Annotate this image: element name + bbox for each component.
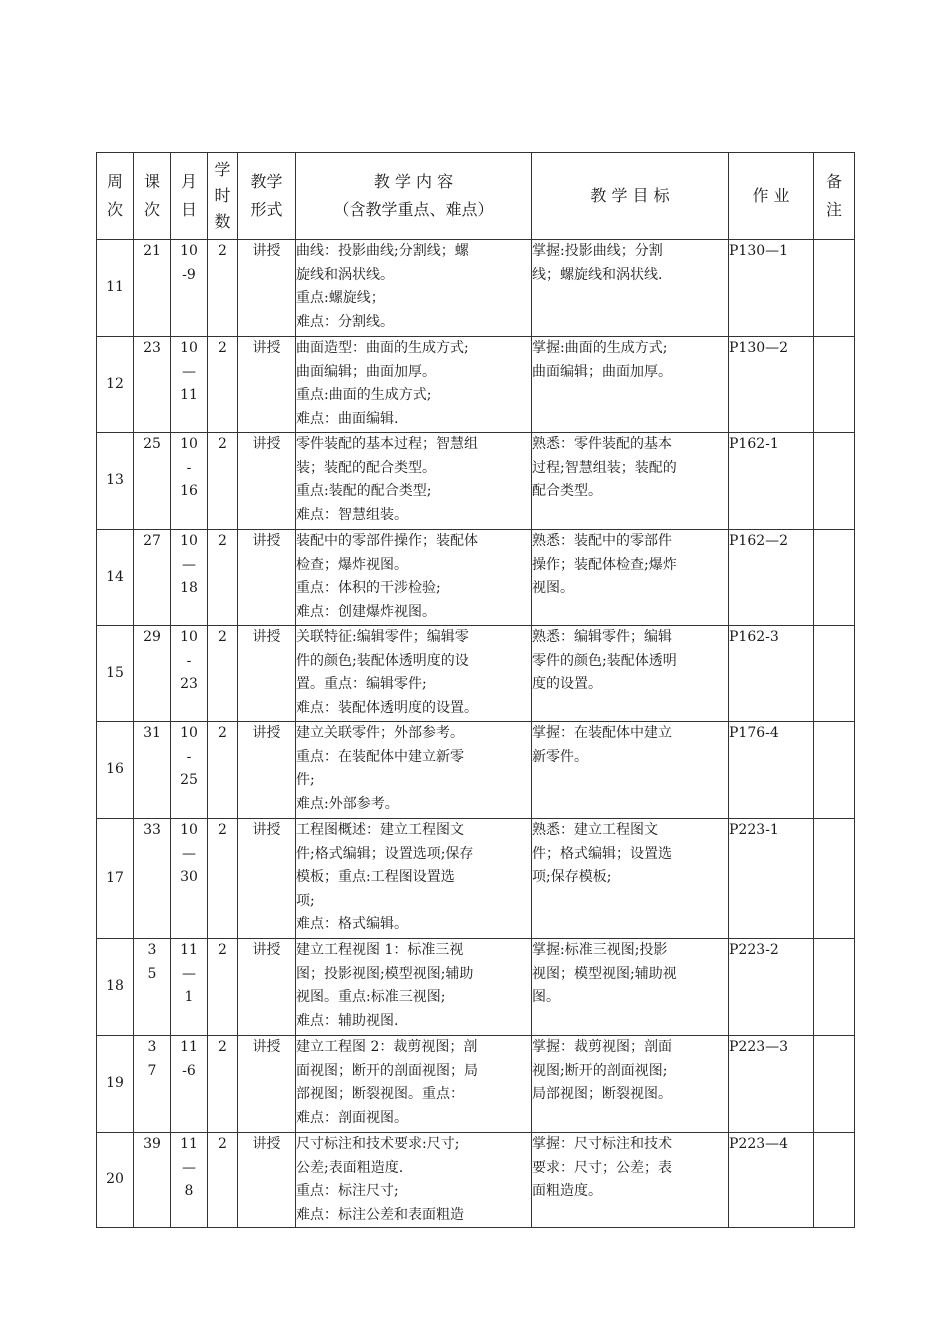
remark-cell xyxy=(814,337,855,433)
table-row xyxy=(97,433,855,530)
homework-cell: P223-2 xyxy=(729,939,814,1036)
content-cell: 曲面造型：曲面的生成方式; 曲面编辑；曲面加厚。 重点:曲面的生成方式; 难点：曲面编辑. xyxy=(296,337,532,433)
remark-cell xyxy=(814,433,855,530)
header-homework: 作 业 xyxy=(729,153,814,240)
homework-cell: P162-1 xyxy=(729,433,814,530)
lesson-cell: 39 xyxy=(134,1133,171,1228)
date-cell: 11 — 1 xyxy=(171,939,208,1036)
date-cell: 10 - 16 xyxy=(171,433,208,530)
remark-cell xyxy=(814,1133,855,1228)
content-cell: 尺寸标注和技术要求:尺寸; 公差;表面粗造度. 重点：标注尺寸; 难点：标注公差和表面粗造 xyxy=(296,1133,532,1228)
table-row xyxy=(97,530,855,626)
goal-cell: 掌握:投影曲线；分割 线；螺旋线和涡状线. xyxy=(532,240,729,337)
lesson-cell: 23 xyxy=(134,337,171,433)
form-cell: 讲授 xyxy=(238,240,296,337)
remark-cell xyxy=(814,240,855,337)
form-cell: 讲授 xyxy=(238,1036,296,1133)
homework-cell: P176-4 xyxy=(729,722,814,819)
content-cell: 装配中的零部件操作；装配体 检查；爆炸视图。 重点：体积的干涉检验; 难点：创建爆炸视图。 xyxy=(296,530,532,626)
table-row xyxy=(97,722,855,819)
homework-cell: P162-3 xyxy=(729,626,814,722)
form-cell: 讲授 xyxy=(238,722,296,819)
header-content: 教 学 内 容 （含教学重点、难点） xyxy=(296,153,532,240)
goal-cell: 熟悉：建立工程图文 件；格式编辑；设置选 项;保存模板; xyxy=(532,819,729,939)
table-row xyxy=(97,939,855,1036)
table-row xyxy=(97,626,855,722)
homework-cell: P223—3 xyxy=(729,1036,814,1133)
homework-cell: P223—4 xyxy=(729,1133,814,1228)
table-row xyxy=(97,819,855,939)
hours-cell: 2 xyxy=(208,240,238,337)
homework-cell: P130—1 xyxy=(729,240,814,337)
hours-cell: 2 xyxy=(208,939,238,1036)
header-date: 月 日 xyxy=(171,153,208,240)
content-cell: 建立工程视图 1：标准三视 图；投影视图;模型视图;辅助 视图。重点:标准三视图; 难点：辅助视图. xyxy=(296,939,532,1036)
header-row xyxy=(97,153,855,240)
lesson-cell: 3 5 xyxy=(134,939,171,1036)
lesson-cell: 31 xyxy=(134,722,171,819)
form-cell: 讲授 xyxy=(238,819,296,939)
week-cell: 15 xyxy=(97,626,134,722)
lesson-cell: 21 xyxy=(134,240,171,337)
lesson-cell: 3 7 xyxy=(134,1036,171,1133)
date-cell: 10 -9 xyxy=(171,240,208,337)
lesson-cell: 27 xyxy=(134,530,171,626)
content-cell: 曲线：投影曲线;分割线；螺 旋线和涡状线。 重点:螺旋线； 难点：分割线。 xyxy=(296,240,532,337)
date-cell: 10 — 11 xyxy=(171,337,208,433)
goal-cell: 掌握：在装配体中建立 新零件。 xyxy=(532,722,729,819)
content-cell: 工程图概述：建立工程图文 件;格式编辑；设置选项;保存 模板；重点:工程图设置选 项; 难点：格式编辑。 xyxy=(296,819,532,939)
hours-cell: 2 xyxy=(208,1133,238,1228)
week-cell: 18 xyxy=(97,939,134,1036)
hours-cell: 2 xyxy=(208,1036,238,1133)
homework-cell: P130—2 xyxy=(729,337,814,433)
remark-cell xyxy=(814,939,855,1036)
goal-cell: 掌握:曲面的生成方式; 曲面编辑；曲面加厚。 xyxy=(532,337,729,433)
header-goal: 教 学 目 标 xyxy=(532,153,729,240)
week-cell: 20 xyxy=(97,1133,134,1228)
hours-cell: 2 xyxy=(208,626,238,722)
week-cell: 14 xyxy=(97,530,134,626)
hours-cell: 2 xyxy=(208,722,238,819)
table-row xyxy=(97,1036,855,1133)
form-cell: 讲授 xyxy=(238,433,296,530)
remark-cell xyxy=(814,1036,855,1133)
content-cell: 零件装配的基本过程；智慧组 装；装配的配合类型。 重点:装配的配合类型; 难点：智慧组装。 xyxy=(296,433,532,530)
week-cell: 16 xyxy=(97,722,134,819)
goal-cell: 掌握：裁剪视图；剖面 视图;断开的剖面视图; 局部视图；断裂视图。 xyxy=(532,1036,729,1133)
remark-cell xyxy=(814,530,855,626)
header-week: 周 次 xyxy=(97,153,134,240)
date-cell: 10 — 18 xyxy=(171,530,208,626)
goal-cell: 熟悉：装配中的零部件 操作；装配体检查;爆炸 视图。 xyxy=(532,530,729,626)
form-cell: 讲授 xyxy=(238,337,296,433)
goal-cell: 掌握:标准三视图;投影 视图；模型视图;辅助视 图。 xyxy=(532,939,729,1036)
date-cell: 11 -6 xyxy=(171,1036,208,1133)
content-cell: 建立工程图 2：裁剪视图；剖 面视图；断开的剖面视图；局 部视图；断裂视图。重点： 难点：剖面视图。 xyxy=(296,1036,532,1133)
hours-cell: 2 xyxy=(208,530,238,626)
homework-cell: P223-1 xyxy=(729,819,814,939)
form-cell: 讲授 xyxy=(238,939,296,1036)
remark-cell xyxy=(814,819,855,939)
week-cell: 19 xyxy=(97,1036,134,1133)
header-lesson: 课 次 xyxy=(134,153,171,240)
table-row xyxy=(97,337,855,433)
week-cell: 11 xyxy=(97,240,134,337)
date-cell: 10 - 23 xyxy=(171,626,208,722)
content-cell: 关联特征:编辑零件；编辑零 件的颜色;装配体透明度的设 置。重点：编辑零件; 难点：装配体透明度的设置。 xyxy=(296,626,532,722)
remark-cell xyxy=(814,626,855,722)
table-body xyxy=(97,240,855,1228)
goal-cell: 掌握：尺寸标注和技术 要求：尺寸；公差；表 面粗造度。 xyxy=(532,1133,729,1228)
goal-cell: 熟悉：编辑零件；编辑 零件的颜色;装配体透明 度的设置。 xyxy=(532,626,729,722)
form-cell: 讲授 xyxy=(238,530,296,626)
header-form: 教学 形式 xyxy=(238,153,296,240)
date-cell: 10 — 30 xyxy=(171,819,208,939)
lesson-cell: 29 xyxy=(134,626,171,722)
week-cell: 13 xyxy=(97,433,134,530)
homework-cell: P162—2 xyxy=(729,530,814,626)
table-row xyxy=(97,1133,855,1228)
date-cell: 11 — 8 xyxy=(171,1133,208,1228)
hours-cell: 2 xyxy=(208,433,238,530)
goal-cell: 熟悉：零件装配的基本 过程;智慧组装；装配的 配合类型。 xyxy=(532,433,729,530)
form-cell: 讲授 xyxy=(238,626,296,722)
hours-cell: 2 xyxy=(208,337,238,433)
week-cell: 12 xyxy=(97,337,134,433)
content-cell: 建立关联零件；外部参考。 重点：在装配体中建立新零 件; 难点:外部参考。 xyxy=(296,722,532,819)
lesson-cell: 25 xyxy=(134,433,171,530)
header-remark: 备 注 xyxy=(814,153,855,240)
remark-cell xyxy=(814,722,855,819)
schedule-table xyxy=(96,152,855,1228)
lesson-cell: 33 xyxy=(134,819,171,939)
form-cell: 讲授 xyxy=(238,1133,296,1228)
date-cell: 10 - 25 xyxy=(171,722,208,819)
header-hours: 学 时 数 xyxy=(208,153,238,240)
week-cell: 17 xyxy=(97,819,134,939)
hours-cell: 2 xyxy=(208,819,238,939)
table-row xyxy=(97,240,855,337)
